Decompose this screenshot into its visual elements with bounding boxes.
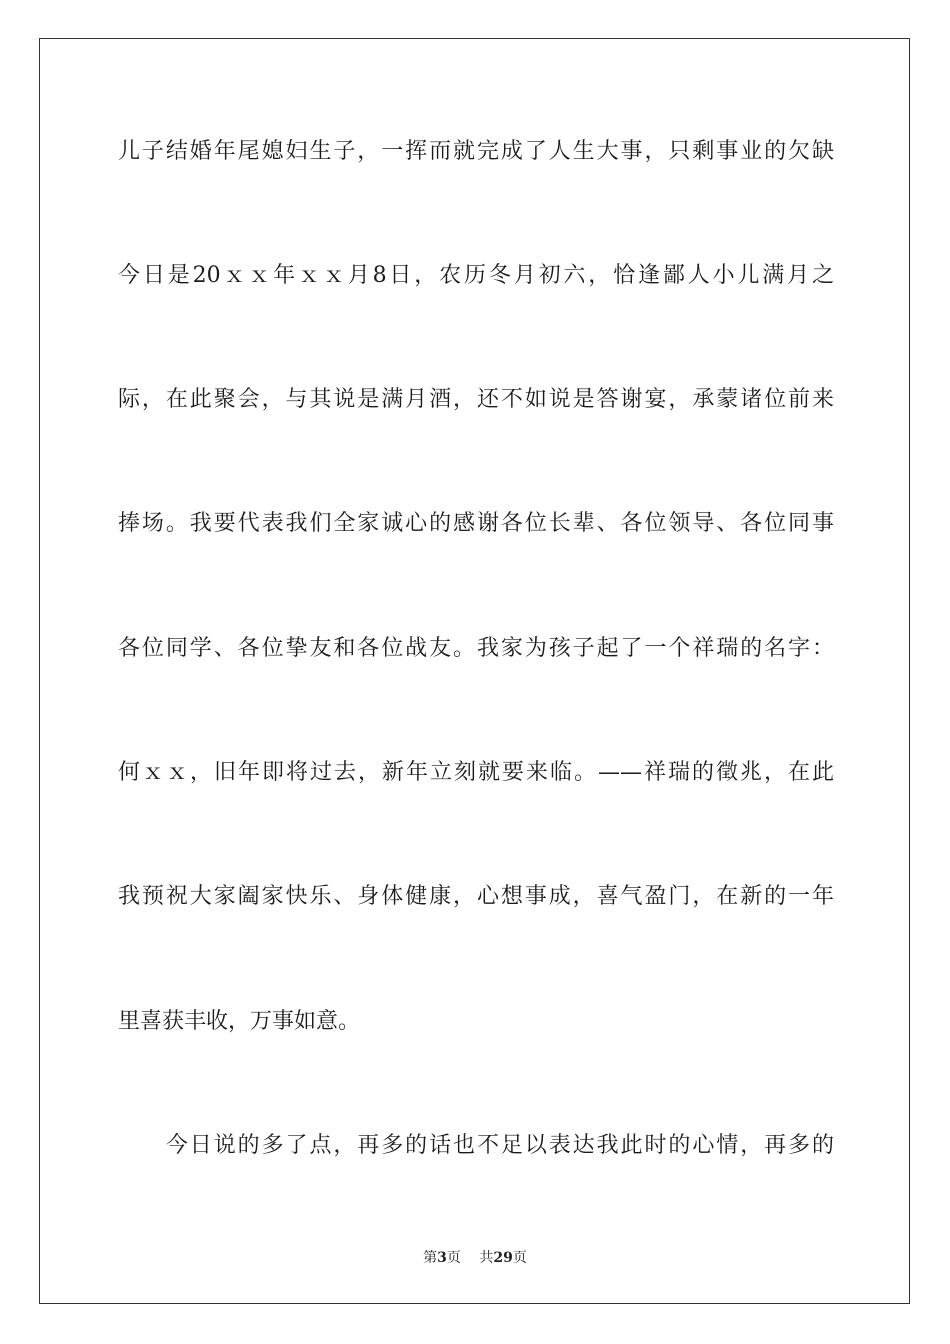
current-page-number: 3 <box>437 1250 447 1266</box>
page-border <box>39 38 910 1304</box>
footer-suffix: 页 <box>512 1250 527 1266</box>
footer-mid: 页 共 <box>446 1250 494 1266</box>
body-line-8: 里喜获丰收，万事如意。 <box>118 1009 361 1034</box>
body-line-3: 际，在此聚会，与其说是满月酒，还不如说是答谢宴，承蒙诸位前来 <box>118 387 834 412</box>
body-line-2: 今日是20ｘｘ年ｘｘ月8日，农历冬月初六，恰逢鄙人小儿满月之 <box>118 263 834 288</box>
body-line-9: 今日说的多了点，再多的话也不足以表达我此时的心情，再多的 <box>118 1133 834 1158</box>
page-footer <box>0 1248 950 1268</box>
body-line-7: 我预祝大家阖家快乐、身体健康，心想事成，喜气盈门，在新的一年 <box>118 884 834 909</box>
body-line-5: 各位同学、各位挚友和各位战友。我家为孩子起了一个祥瑞的名字： <box>118 636 834 661</box>
body-line-1: 儿子结婚年尾媳妇生子，一挥而就完成了人生大事，只剩事业的欠缺 <box>118 139 834 164</box>
body-line-4: 捧场。我要代表我们全家诚心的感谢各位长辈、各位领导、各位同事 <box>118 511 834 536</box>
footer-prefix: 第 <box>423 1250 438 1266</box>
total-pages-number: 29 <box>493 1250 513 1266</box>
body-line-6: 何ｘｘ，旧年即将过去，新年立刻就要来临。——祥瑞的徵兆，在此 <box>118 760 834 785</box>
